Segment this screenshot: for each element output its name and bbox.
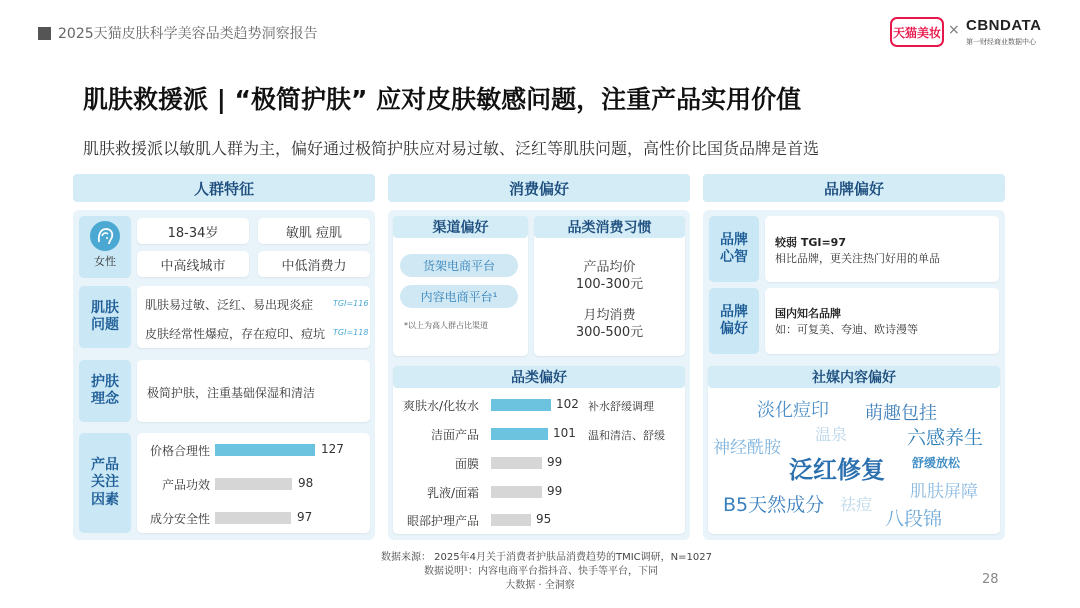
factors-label <box>79 433 131 533</box>
brand-header: 品牌偏好 <box>703 174 1005 202</box>
category-bar <box>491 457 542 469</box>
word-cloud-item: 泛红修复 <box>789 456 885 484</box>
category-bar <box>491 428 548 440</box>
factor-label: 价格合理性 <box>149 444 210 458</box>
skin-problem-tgi-1: TGI=116 <box>333 299 369 308</box>
footer-note: 数据说明¹：内容电商平台指抖音、快手等平台，下同 <box>424 566 659 577</box>
care-concept-text: 极简护肤，注重基础保湿和清洁 <box>147 386 316 400</box>
brand-mindset-title: 较弱 TGI=97 <box>775 236 846 249</box>
social-header: 社媒内容偏好 <box>708 366 1000 388</box>
monthly-spend-value: 300-500元 <box>575 325 644 340</box>
word-cloud-item: 淡化痘印 <box>757 400 829 421</box>
brand-mindset-desc: 相比品牌，更关注热门好用的单品 <box>775 252 940 265</box>
channel-note: *以上为高人群占比渠道 <box>404 321 488 330</box>
word-cloud-item: 祛痘 <box>840 495 873 514</box>
factor-value: 127 <box>321 442 344 456</box>
channel-header: 渠道偏好 <box>393 216 528 238</box>
word-cloud-item: 温泉 <box>815 425 848 444</box>
brand-preference-label-line1: 品牌 <box>720 303 748 320</box>
word-cloud-item: 萌趣包挂 <box>865 403 937 424</box>
logo-separator: × <box>948 22 960 38</box>
page-title: 肌肤救援派 | “极简护肤” 应对皮肤敏感问题，注重产品实用价值 <box>83 85 802 114</box>
word-cloud-item: 肌肤屏障 <box>910 482 978 502</box>
habit-header: 品类消费习惯 <box>534 216 685 238</box>
skin-problem-tgi-2: TGI=118 <box>333 328 369 337</box>
category-label: 洁面产品 <box>430 428 479 442</box>
factor-bar <box>215 478 292 490</box>
word-cloud-item: 六感养生 <box>907 427 984 449</box>
care-concept-label <box>79 360 131 422</box>
tag-age: 18-34岁 <box>137 218 249 244</box>
gender-label: 女性 <box>94 255 116 268</box>
skin-problem-label-line2: 问题 <box>91 317 119 333</box>
category-label: 乳液/面霜 <box>426 486 479 500</box>
female-face-icon <box>89 220 121 252</box>
word-cloud-item: B5天然成分 <box>723 494 825 516</box>
category-value: 99 <box>547 484 563 498</box>
consumption-header: 消费偏好 <box>388 174 690 202</box>
category-note: 补水舒缓调理 <box>588 400 654 413</box>
care-concept-label-line1: 护肤 <box>91 373 119 390</box>
tag-spending: 中低消费力 <box>258 251 370 277</box>
footer-source: 数据来源： 2025年4月关于消费者护肤品消费趋势的TMIC调研，N=1027 <box>381 552 712 563</box>
factor-bar <box>215 444 315 456</box>
category-label: 面膜 <box>454 457 479 471</box>
category-bar <box>491 399 551 411</box>
monthly-spend-label: 月均消费 <box>583 308 636 323</box>
category-bar <box>491 514 531 526</box>
skin-problem-label <box>79 286 131 348</box>
cbndata-logo-subtitle: 第一财经商业数据中心 <box>966 38 1036 46</box>
category-value: 102 <box>556 397 579 411</box>
report-title: 2025天猫皮肤科学美容品类趋势洞察报告 <box>58 26 318 42</box>
skin-problem-item-1: 肌肤易过敏、泛红、易出现炎症 <box>145 298 314 312</box>
tag-skin-type: 敏肌 痘肌 <box>258 218 370 244</box>
tmall-logo: 天猫美妆 <box>890 17 944 47</box>
category-value: 95 <box>536 512 552 526</box>
category-value: 101 <box>553 426 576 440</box>
factor-value: 98 <box>298 476 314 490</box>
brand-preference-title: 国内知名品牌 <box>775 307 841 320</box>
brand-preference-label-line2: 偏好 <box>720 321 748 337</box>
category-label: 眼部护理产品 <box>406 514 479 528</box>
header-square-icon <box>38 27 51 40</box>
skin-problem-item-2: 皮肤经常性爆痘，存在痘印、痘坑 <box>145 327 326 341</box>
category-header: 品类偏好 <box>393 366 685 388</box>
skin-problem-label-line1: 肌肤 <box>91 299 119 316</box>
factor-label: 产品功效 <box>161 478 210 492</box>
avg-price-label: 产品均价 <box>583 260 636 275</box>
factor-bar <box>215 512 291 524</box>
category-value: 99 <box>547 455 563 469</box>
word-cloud-item: 八段锦 <box>885 508 943 530</box>
word-cloud-item: 舒缓放松 <box>912 456 961 470</box>
tag-city: 中高线城市 <box>137 251 249 277</box>
footer-brand: 大数据 · 全洞察 <box>505 580 575 591</box>
brand-preference-label <box>709 288 759 354</box>
word-cloud-item: 神经酰胺 <box>713 438 781 458</box>
category-note: 温和清洁、舒缓 <box>588 429 665 442</box>
avg-price-value: 100-300元 <box>575 277 644 292</box>
cbndata-logo: CBNDATA <box>966 17 1042 34</box>
population-header: 人群特征 <box>73 174 375 202</box>
care-concept-label-line2: 理念 <box>91 391 119 407</box>
factors-label-line3: 因素 <box>91 491 119 508</box>
category-label: 爽肤水/化妆水 <box>402 399 479 413</box>
brand-mindset-label-line1: 品牌 <box>720 231 748 248</box>
brand-mindset-label-line2: 心智 <box>720 249 748 265</box>
category-bar <box>491 486 542 498</box>
page-subtitle: 肌肤救援派以敏肌人群为主，偏好通过极简护肤应对易过敏、泛红等肌肤问题，高性价比国货品牌是首选 <box>83 139 820 158</box>
category-card <box>393 366 685 534</box>
brand-mindset-label <box>709 216 759 282</box>
factors-label-line1: 产品 <box>91 456 119 473</box>
factors-label-line2: 关注 <box>91 474 119 491</box>
brand-preference-desc: 如：可复美、夸迪、欧诗漫等 <box>775 323 918 336</box>
channel-content-ecommerce: 内容电商平台¹ <box>400 285 518 308</box>
channel-shelf-ecommerce: 货架电商平台 <box>400 254 518 277</box>
gender-block <box>79 216 131 278</box>
page-number: 28 <box>982 572 999 587</box>
factor-value: 97 <box>297 510 313 524</box>
factor-label: 成分安全性 <box>149 512 210 526</box>
